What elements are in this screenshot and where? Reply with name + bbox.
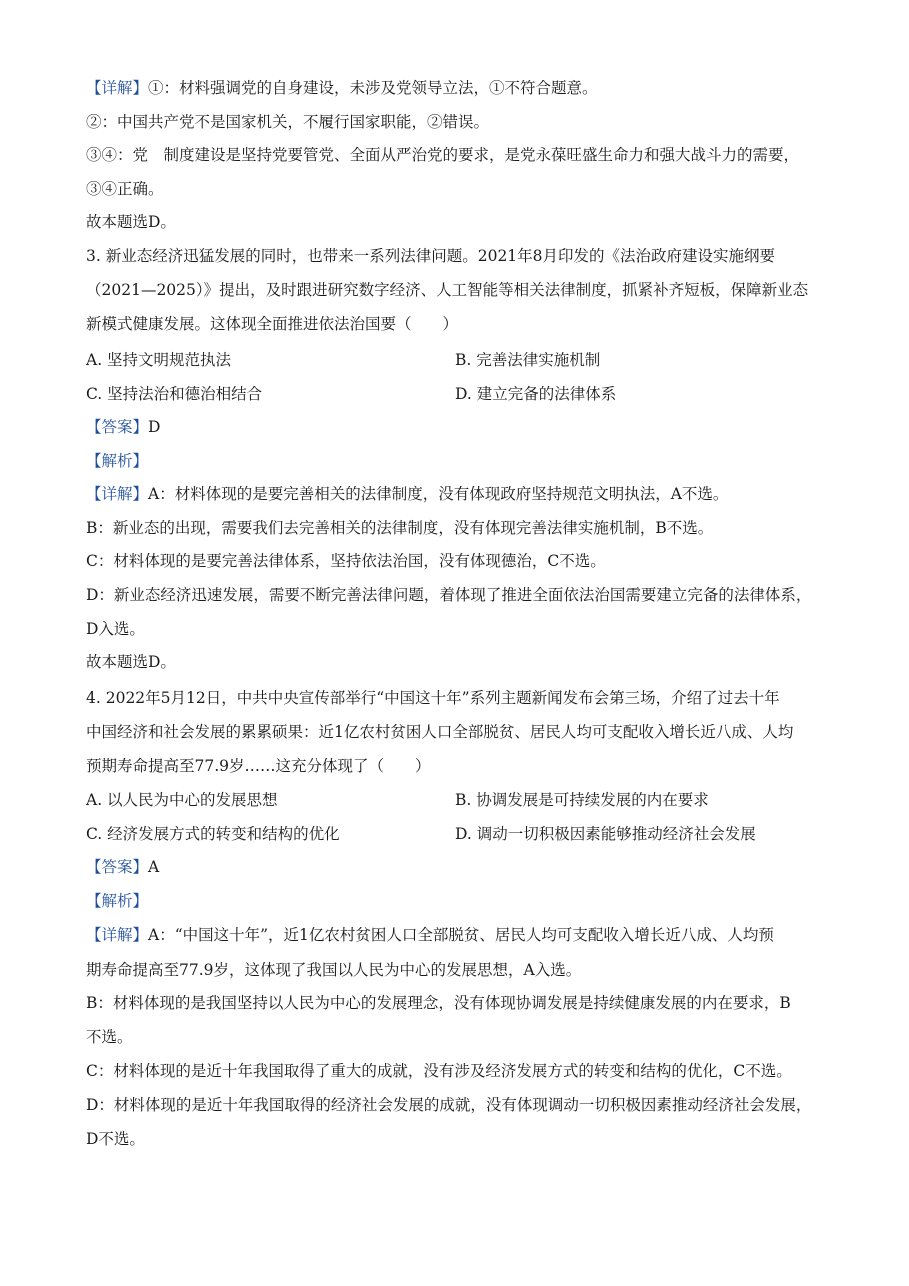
line-text: D：新业态经济迅速发展，需要不断完善法律问题，着体现了推进全面依法治国需要建立完备的法律体系， (86, 586, 812, 604)
line-text: ②：中国共产党不是国家机关，不履行国家职能，②错误。 (86, 113, 490, 131)
text-line (86, 350, 231, 370)
line-text: ③④正确。 (86, 180, 164, 198)
section-tag: 【答案】 (86, 418, 149, 436)
section-tag: 【解析】 (86, 452, 149, 470)
line-text: A (148, 858, 160, 876)
text-line (86, 722, 793, 742)
text-line (86, 1027, 133, 1047)
line-text: 期寿命提高至77.9岁，这体现了我国以人民为中心的发展思想，A入选。 (86, 961, 582, 979)
text-line (86, 585, 811, 605)
text-line (86, 993, 791, 1013)
text-line (86, 790, 278, 810)
line-text: A. 以人民为中心的发展思想 (86, 791, 278, 809)
line-text: D入选。 (86, 620, 145, 638)
line-text: 4. 2022年5月12日，中共中央宣传部举行“中国这十年”系列主题新闻发布会第三场，介绍了过去十年 (86, 689, 780, 707)
text-line (86, 518, 713, 538)
line-text: （2021—2025）》提出，及时跟进研究数字经济、人工智能等相关法律制度，抓紧补齐短板，保障新业态 (86, 281, 809, 299)
option-text: D. 建立完备的法律体系 (455, 385, 617, 403)
line-text: B：新业态的出现，需要我们去完善相关的法律制度，没有体现完善法律实施机制，B不选。 (86, 519, 714, 537)
text-line (86, 246, 775, 266)
text-line (86, 857, 159, 877)
section-tag: 【答案】 (86, 858, 149, 876)
line-text: C. 经济发展方式的转变和结构的优化 (86, 825, 340, 843)
option-text: B. 协调发展是可持续发展的内在要求 (455, 791, 709, 809)
text-line (86, 314, 458, 334)
option-text: B. 完善法律实施机制 (455, 351, 601, 369)
line-text: 3. 新业态经济迅猛发展的同时，也带来一系列法律问题。2021年8月印发的《法治政府建设实施纲要 (86, 247, 776, 265)
text-line (86, 891, 148, 911)
text-line (86, 925, 774, 945)
line-text: 故本题选D。 (86, 213, 176, 231)
text-line (86, 145, 799, 165)
section-tag: 【详解】 (86, 926, 149, 944)
line-text: D：材料体现的是近十年我国取得的经济社会发展的成就，没有体现调动一切积极因素推动经济社会发展， (86, 1096, 812, 1114)
line-text: C：材料体现的是要完善法律体系，坚持依法治国，没有体现德治，C不选。 (86, 552, 606, 570)
text-line (86, 451, 148, 471)
text-line (86, 417, 160, 437)
section-tag: 【解析】 (86, 892, 149, 910)
text-line (86, 1129, 145, 1149)
line-text: D (148, 418, 161, 436)
text-line (86, 688, 780, 708)
text-line (86, 652, 176, 672)
line-text: C：材料体现的是近十年我国取得了重大的成就，没有涉及经济发展方式的转变和结构的优化，C不选。 (86, 1062, 792, 1080)
text-line (86, 960, 581, 980)
text-line (86, 619, 145, 639)
text-line (86, 384, 262, 404)
text-line (86, 1061, 792, 1081)
text-line (86, 112, 489, 132)
line-text: A. 坚持文明规范执法 (86, 351, 232, 369)
text-line (86, 756, 431, 776)
line-text: 不选。 (86, 1028, 133, 1046)
text-line (86, 484, 728, 504)
text-line (86, 824, 340, 844)
section-tag: 【详解】 (86, 485, 149, 503)
text-line (86, 1095, 811, 1115)
line-text: ①：材料强调党的自身建设，未涉及党领导立法，①不符合题意。 (148, 79, 598, 97)
line-text: 故本题选D。 (86, 653, 176, 671)
line-text: D不选。 (86, 1130, 145, 1148)
section-tag: 【详解】 (86, 79, 149, 97)
line-text: 预期寿命提高至77.9岁……这充分体现了（ ） (86, 757, 431, 775)
line-text: A：材料体现的是要完善相关的法律制度，没有体现政府坚持规范文明执法，A不选。 (148, 485, 729, 503)
line-text: 中国经济和社会发展的累累硕果：近1亿农村贫困人口全部脱贫、居民人均可支配收入增长近八成、人均 (86, 723, 794, 741)
text-line (86, 212, 176, 232)
line-text: ③④：党 制度建设是坚持党要管党、全面从严治党的要求，是党永葆旺盛生命力和强大战斗力的需要， (86, 146, 800, 164)
text-line (86, 280, 808, 300)
line-text: B：材料体现的是我国坚持以人民为中心的发展理念，没有体现协调发展是持续健康发展的内在要求，B (86, 994, 791, 1012)
line-text: A：“中国这十年”，近1亿农村贫困人口全部脱贫、居民人均可支配收入增长近八成、人均预 (148, 926, 774, 944)
text-line (86, 551, 606, 571)
line-text: 新模式健康发展。这体现全面推进依法治国要（ ） (86, 315, 459, 333)
option-text: D. 调动一切积极因素能够推动经济社会发展 (455, 825, 756, 843)
line-text: C. 坚持法治和德治相结合 (86, 385, 263, 403)
text-line (86, 78, 598, 98)
text-line (86, 179, 164, 199)
